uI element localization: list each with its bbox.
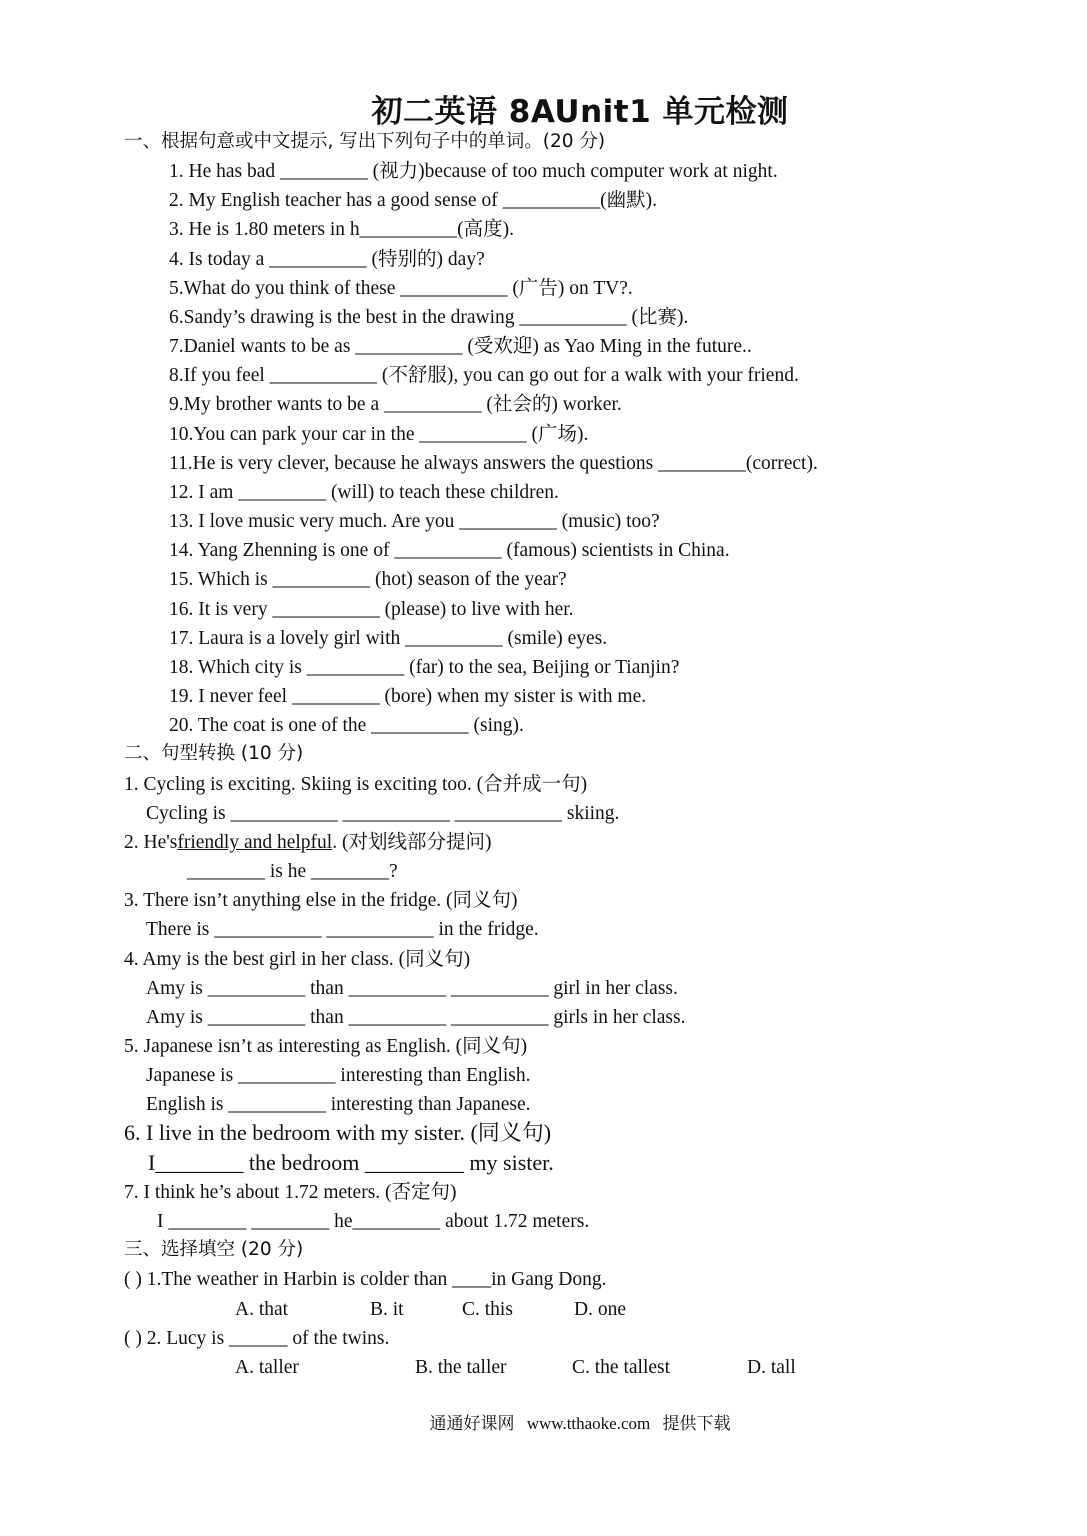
s1-item-7: 7.Daniel wants to be as ___________ (受欢迎) as Yao Ming in the future.. — [169, 336, 752, 357]
s2-q5: 5. Japanese isn’t as interesting as English. (同义句) — [124, 1036, 528, 1057]
s2-q5-answer-b: English is __________ interesting than Japanese. — [146, 1094, 531, 1115]
s1-item-17: 17. Laura is a lovely girl with __________ (smile) eyes. — [169, 628, 608, 649]
s2-q1-answer: Cycling is ___________ ___________ ___________ skiing. — [146, 803, 620, 824]
s2-q2-suffix: . (对划线部分提问) — [332, 832, 492, 853]
s2-q2-underlined: friendly and helpful — [177, 832, 333, 853]
s2-q3-answer: There is ___________ ___________ in the fridge. — [146, 919, 539, 940]
s2-q2 — [124, 831, 491, 855]
s1-item-12: 12. I am _________ (will) to teach these children. — [169, 482, 559, 503]
s1-item-11: 11.He is very clever, because he always answers the questions _________(correct). — [169, 453, 818, 474]
s1-item-20: 20. The coat is one of the __________ (sing). — [169, 715, 524, 736]
s2-q4: 4. Amy is the best girl in her class. (同义句) — [124, 949, 471, 970]
page-footer — [0, 1409, 1087, 1434]
s3-q2-option-d: D. tall — [747, 1357, 796, 1378]
s1-item-16: 16. It is very ___________ (please) to live with her. — [169, 599, 574, 620]
s3-q2-option-a: A. taller — [235, 1357, 299, 1378]
s2-q3: 3. There isn’t anything else in the fridge. (同义句) — [124, 890, 518, 911]
s3-q1-option-c: C. this — [462, 1299, 513, 1320]
s2-q4-answer-a: Amy is __________ than __________ __________ girl in her class. — [146, 978, 678, 999]
s2-q2-answer: ________ is he ________? — [187, 861, 398, 882]
s3-q2-option-b: B. the taller — [415, 1357, 507, 1378]
s1-item-2: 2. My English teacher has a good sense of __________(幽默). — [169, 190, 657, 211]
s3-q1-option-a: A. that — [235, 1299, 289, 1320]
s2-q6: 6. I live in the bedroom with my sister. (同义句) — [124, 1120, 552, 1145]
s2-q2-prefix: 2. He's — [124, 832, 178, 853]
footer-note: 提供下载 — [662, 1414, 731, 1433]
footer-site-name: 通通好课网 — [429, 1414, 515, 1433]
s3-q2: ( ) 2. Lucy is ______ of the twins. — [124, 1328, 390, 1349]
s1-item-19: 19. I never feel _________ (bore) when my sister is with me. — [169, 686, 647, 707]
s3-q2-option-c: C. the tallest — [572, 1357, 671, 1378]
s1-item-9: 9.My brother wants to be a __________ (社会的) worker. — [169, 394, 622, 415]
s1-item-1: 1. He has bad _________ (视力)because of too much computer work at night. — [169, 161, 778, 182]
s2-q6-answer: I________ the bedroom _________ my sister. — [148, 1150, 554, 1175]
section-3-heading: 三、选择填空 (20 分) — [124, 1239, 304, 1260]
s1-item-8: 8.If you feel ___________ (不舒服), you can go out for a walk with your friend. — [169, 365, 799, 386]
s2-q5-answer-a: Japanese is __________ interesting than English. — [146, 1065, 531, 1086]
s1-item-15: 15. Which is __________ (hot) season of the year? — [169, 569, 567, 590]
s2-q4-answer-b: Amy is __________ than __________ __________ girls in her class. — [146, 1007, 686, 1028]
s1-item-4: 4. Is today a __________ (特别的) day? — [169, 249, 485, 270]
s2-q7-answer: I ________ ________ he_________ about 1.72 meters. — [157, 1211, 590, 1232]
s1-item-10: 10.You can park your car in the ___________ (广场). — [169, 424, 589, 445]
s1-item-6: 6.Sandy’s drawing is the best in the drawing ___________ (比赛). — [169, 307, 689, 328]
s1-item-13: 13. I love music very much. Are you __________ (music) too? — [169, 511, 660, 532]
section-1-heading: 一、根据句意或中文提示, 写出下列句子中的单词。(20 分) — [124, 131, 606, 152]
s1-item-5: 5.What do you think of these ___________ (广告) on TV?. — [169, 278, 633, 299]
s2-q7: 7. I think he’s about 1.72 meters. (否定句) — [124, 1182, 457, 1203]
page-title: 初二英语 8AUnit1 单元检测 — [371, 94, 789, 130]
s3-q1-option-b: B. it — [370, 1299, 404, 1320]
section-2-heading: 二、句型转换 (10 分) — [124, 743, 304, 764]
s1-item-18: 18. Which city is __________ (far) to the sea, Beijing or Tianjin? — [169, 657, 680, 678]
footer-url[interactable]: www.tthaoke.com — [526, 1414, 651, 1433]
s1-item-3: 3. He is 1.80 meters in h__________(高度). — [169, 219, 515, 240]
s3-q1: ( ) 1.The weather in Harbin is colder than ____in Gang Dong. — [124, 1269, 607, 1290]
s3-q1-option-d: D. one — [574, 1299, 626, 1320]
s1-item-14: 14. Yang Zhenning is one of ___________ (famous) scientists in China. — [169, 540, 730, 561]
s2-q1: 1. Cycling is exciting. Skiing is exciting too. (合并成一句) — [124, 774, 588, 795]
